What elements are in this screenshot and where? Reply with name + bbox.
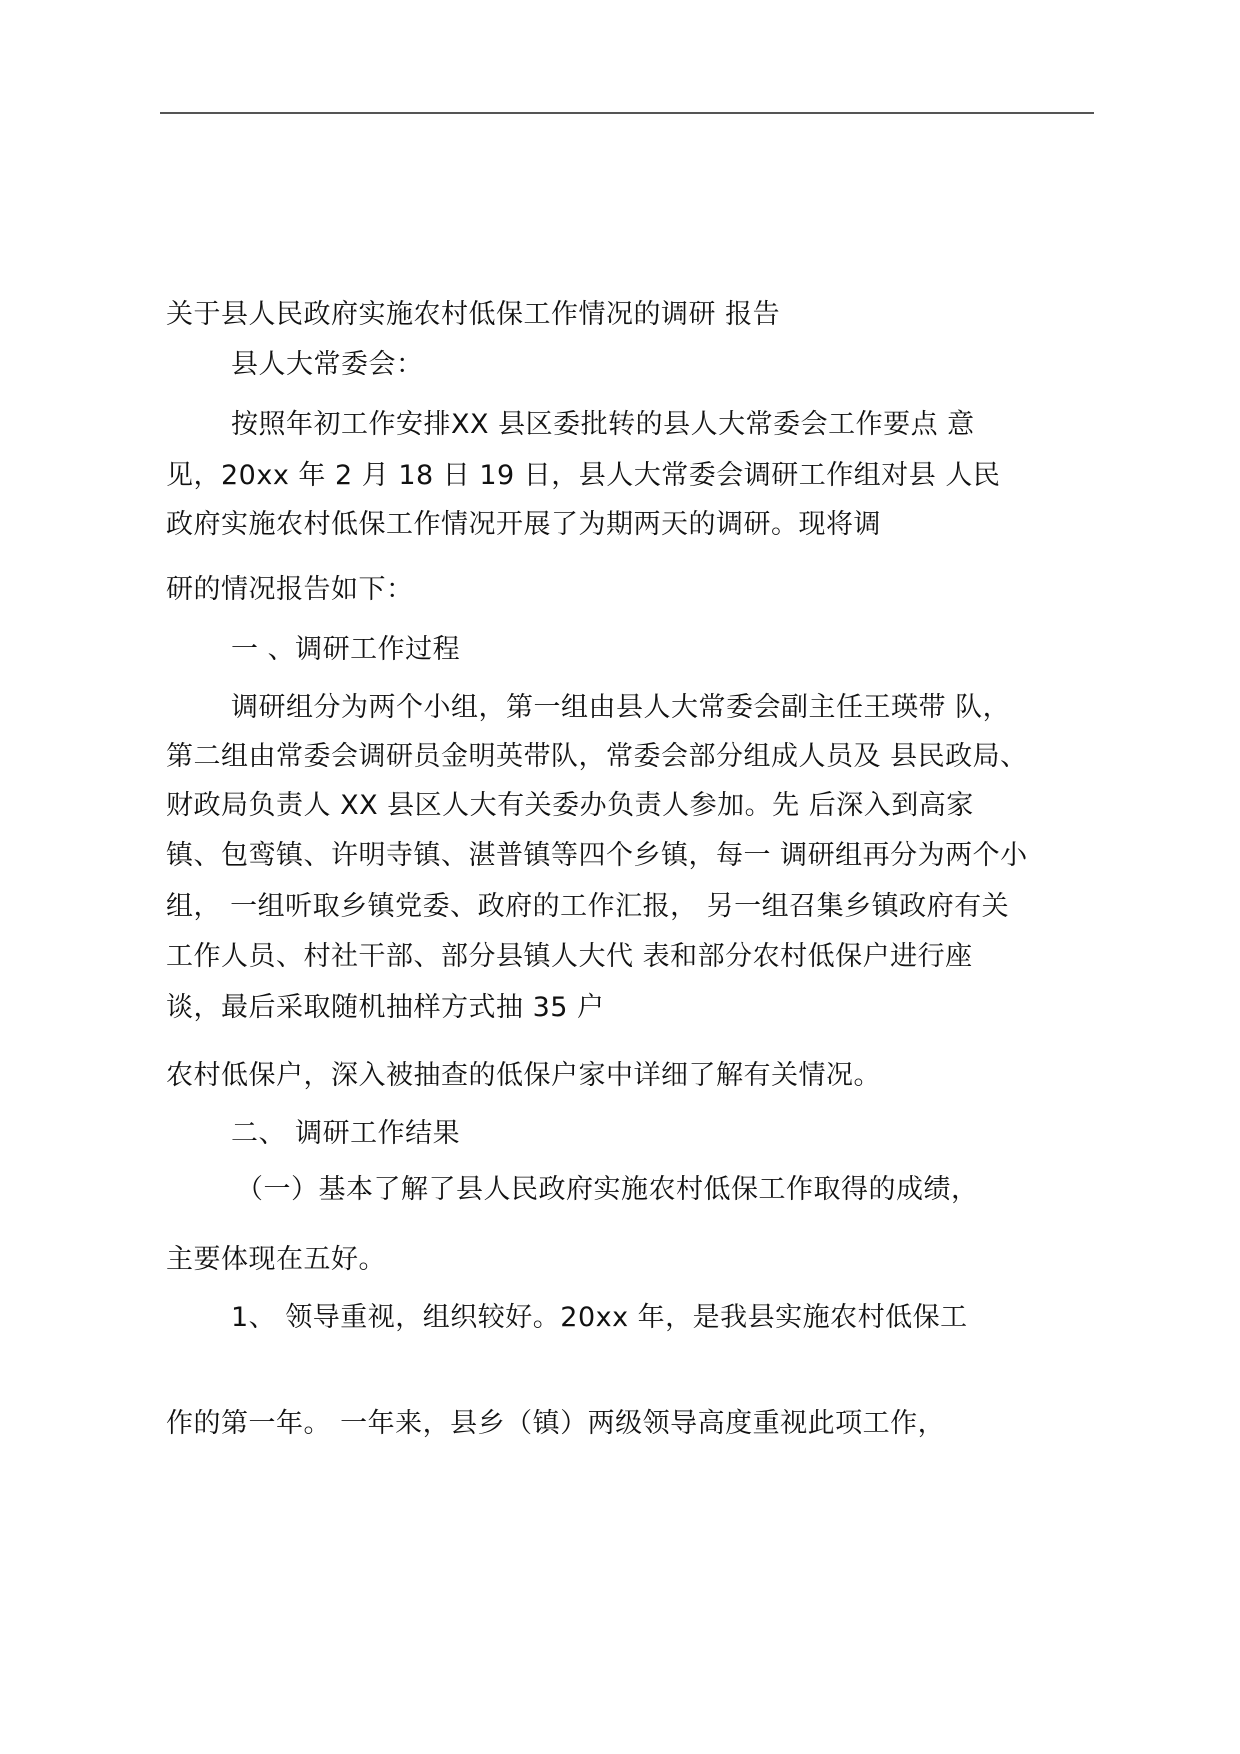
- paragraph-line: 农村低保户，深入被抽查的低保户家中详细了解有关情况。: [166, 1060, 881, 1091]
- paragraph-line: 第二组由常委会调研员金明英带队，常委会部分组成人员及 县民政局、: [166, 741, 1028, 772]
- paragraph-line: 镇、包鸾镇、许明寺镇、湛普镇等四个乡镇，每一 调研组再分为两个小: [166, 840, 1028, 871]
- paragraph-line: 调研组分为两个小组，第一组由县人大常委会副主任王瑛带 队，: [231, 692, 1011, 723]
- paragraph-line: 见，20xx 年 2 月 18 日 19 日，县人大常委会调研工作组对县 人民: [166, 460, 1001, 491]
- paragraph-line: 财政局负责人 XX 县区人大有关委办负责人参加。先 后深入到高家: [166, 790, 974, 821]
- paragraph-line: 1、 领导重视，组织较好。20xx 年，是我县实施农村低保工: [231, 1302, 968, 1333]
- paragraph-line: 主要体现在五好。: [166, 1244, 386, 1275]
- paragraph-line: 作的第一年。 一年来，县乡（镇）两级领导高度重视此项工作，: [166, 1408, 946, 1439]
- paragraph-line: 谈，最后采取随机抽样方式抽 35 户: [166, 992, 605, 1023]
- paragraph-line: 按照年初工作安排XX 县区委批转的县人大常委会工作要点 意: [231, 409, 975, 440]
- paragraph-line: 政府实施农村低保工作情况开展了为期两天的调研。现将调: [166, 509, 881, 540]
- paragraph-line: 研的情况报告如下：: [166, 574, 414, 605]
- paragraph-line: 工作人员、村社干部、部分县镇人大代 表和部分农村低保户进行座: [166, 941, 973, 972]
- section-heading: 一 、调研工作过程: [231, 634, 461, 665]
- header-rule: [160, 112, 1094, 114]
- section-heading: 二、 调研工作结果: [231, 1118, 461, 1149]
- salutation: 县人大常委会：: [231, 349, 424, 380]
- paragraph-line: 组， 一组听取乡镇党委、政府的工作汇报， 另一组召集乡镇政府有关: [166, 891, 1010, 922]
- subsection-heading: （一）基本了解了县人民政府实施农村低保工作取得的成绩，: [236, 1174, 979, 1205]
- report-title: 关于县人民政府实施农村低保工作情况的调研 报告: [166, 299, 781, 330]
